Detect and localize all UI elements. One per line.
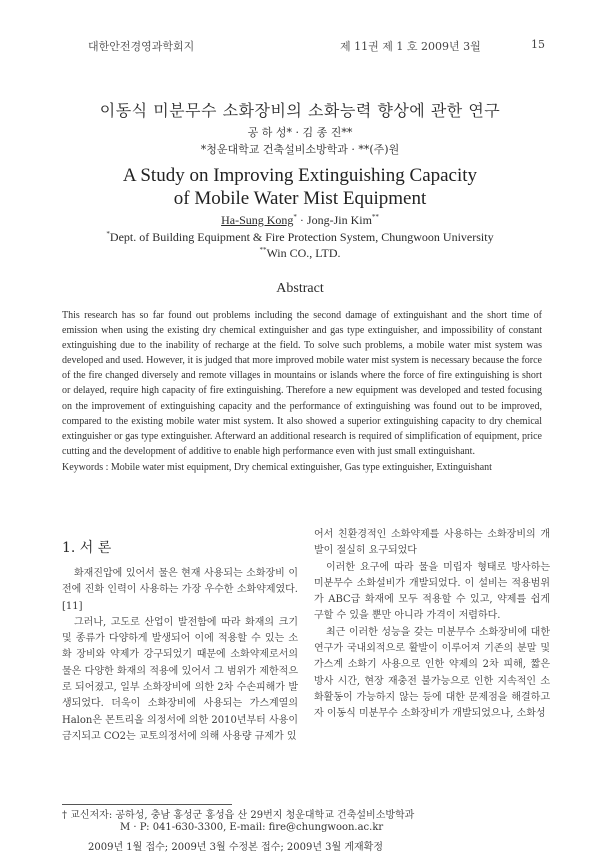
left-column: [62, 566, 298, 745]
author2-mark: **: [371, 213, 379, 221]
english-affiliation-2: [0, 246, 600, 261]
abstract-body: [62, 308, 542, 475]
korean-title: 이동식 미분무수 소화장비의 소화능력 향상에 관한 연구: [99, 101, 501, 120]
paragraph: 어서 친환경적인 소화약제를 사용하는 소화장비의 개발이 절실히 요구되었다: [314, 529, 550, 557]
journal-name: 대한안전경영과학회지: [88, 40, 195, 53]
issue-info: 제 11권 제 1 호 2009년 3월: [340, 40, 481, 53]
english-authors: [0, 213, 600, 228]
english-title-line2: of Mobile Water Mist Equipment: [173, 188, 427, 209]
page-number: 15: [531, 38, 545, 51]
affil2-text: Win CO., LTD.: [266, 246, 341, 260]
right-column: [314, 527, 550, 723]
footnote-divider: [62, 804, 232, 805]
author-separator: ·: [296, 213, 307, 227]
korean-authors: 공 하 성* · 김 종 진**: [247, 126, 353, 139]
english-affiliation-1: [0, 230, 600, 245]
paragraph: 그러나, 고도로 산업이 발전함에 따라 화재의 크기 및 종류가 다양하게 발생되어 이에 적용할 수 있는 소화 장비와 약제가 강구되었기 때문에 소화약제로서의 물은 다양한 화재의 적용에 있어서 그 범위가 제한적으로 되어졌고, 일부 소화장비에 의한 2차 수손피해가 발생되었다. 더욱이 소화장비에 사용되는 가스계열의 Halon은 몬트리올 의정서에 의한 2010년부터 사용이 금지되고 CO2는 교토의정서에 의해 사용량 규제가 있: [62, 616, 298, 742]
author1-name: Ha-Sung Kong: [221, 213, 294, 227]
paragraph: 화재진압에 있어서 물은 현재 사용되는 소화장비 이전에 진화 인력이 사용하는 가장 우수한 소화약제였다. [11]: [62, 568, 298, 612]
paragraph: 최근 이러한 성능을 갖는 미분무수 소화장비에 대한 연구가 국내외적으로 활발이 이루어져 기존의 분말 및 가스계 소화기 사용으로 인한 약제의 2차 피해, 짧은 방사 시간, 현장 재충전 불가능으로 인한 지속적인 소화활동이 가능하지 않는 등에 대한 문제점을 해결하고자 이동식 미분무수 소화장비가 개발되었으나, 소화성: [314, 626, 550, 720]
abstract-heading: Abstract: [276, 281, 324, 296]
footnote-dates: 2009년 1월 접수; 2009년 3월 수정본 접수; 2009년 3월 게재확정: [88, 842, 384, 853]
footnote-contact: M · P: 041-630-3300, E-mail: fire@chungwoon.ac.kr: [120, 822, 384, 833]
english-title-line1: A Study on Improving Extinguishing Capacity: [122, 165, 478, 186]
affil2-mark: **: [259, 246, 267, 254]
author2-name: Jong-Jin Kim: [306, 213, 372, 227]
affil1-text: Dept. of Building Equipment & Fire Protection System, Chungwoon University: [109, 230, 494, 244]
abstract-text: This research has so far found out problems including the second damage of extinguishant and the short time of emission when using the existing dry chemical extinguisher and gas type extinguisher, and impossibility of constant extinguishing due to the inability of recharge at the field. To solve such problems, a mobile water mist system was developed and used. However, it is judged that more improved mobile water mist system is necessary because the force of the fire changed diversely and remote villages in mountains or islands where the force of fire extinguishing is short or delayed, require high capacity of fire extinguishing. Therefore a new equipment was developed and tested focusing on the improvement of extinguishing capacity and the performance of extinguishing was found out to be improved, compared to the existing mobile water mist system. It also showed a superior extinguishing capacity to dry chemical extinguisher or gas type extinguisher. Afterward an additional research is required of simplification of equipment, price cutting and the development of additive to enable high performance even with just small extinguishant.: [62, 310, 542, 457]
footnote-corresponding-author: † 교신저자: 공하성, 충남 홍성군 홍성읍 산 29번지 청운대학교 건축설비소방학과: [62, 810, 415, 821]
paragraph: 이러한 요구에 따라 물을 미립자 형태로 방사하는 미분무수 소화설비가 개발되었다. 이 설비는 적용범위가 ABC급 화재에 모두 적용할 수 있고, 약제를 쉽게 구할 수 있을 뿐만 아니라 가격이 저렴하다.: [314, 561, 550, 622]
section-heading: 1. 서 론: [62, 540, 112, 556]
korean-affiliation: *청운대학교 건축설비소방학과 · **(주)원: [200, 143, 400, 156]
author1-mark: *: [293, 213, 297, 221]
affil1-mark: *: [106, 230, 110, 238]
keywords: Keywords : Mobile water mist equipment, Dry chemical extinguisher, Gas type extinguisher, Extinguishant: [62, 461, 492, 473]
